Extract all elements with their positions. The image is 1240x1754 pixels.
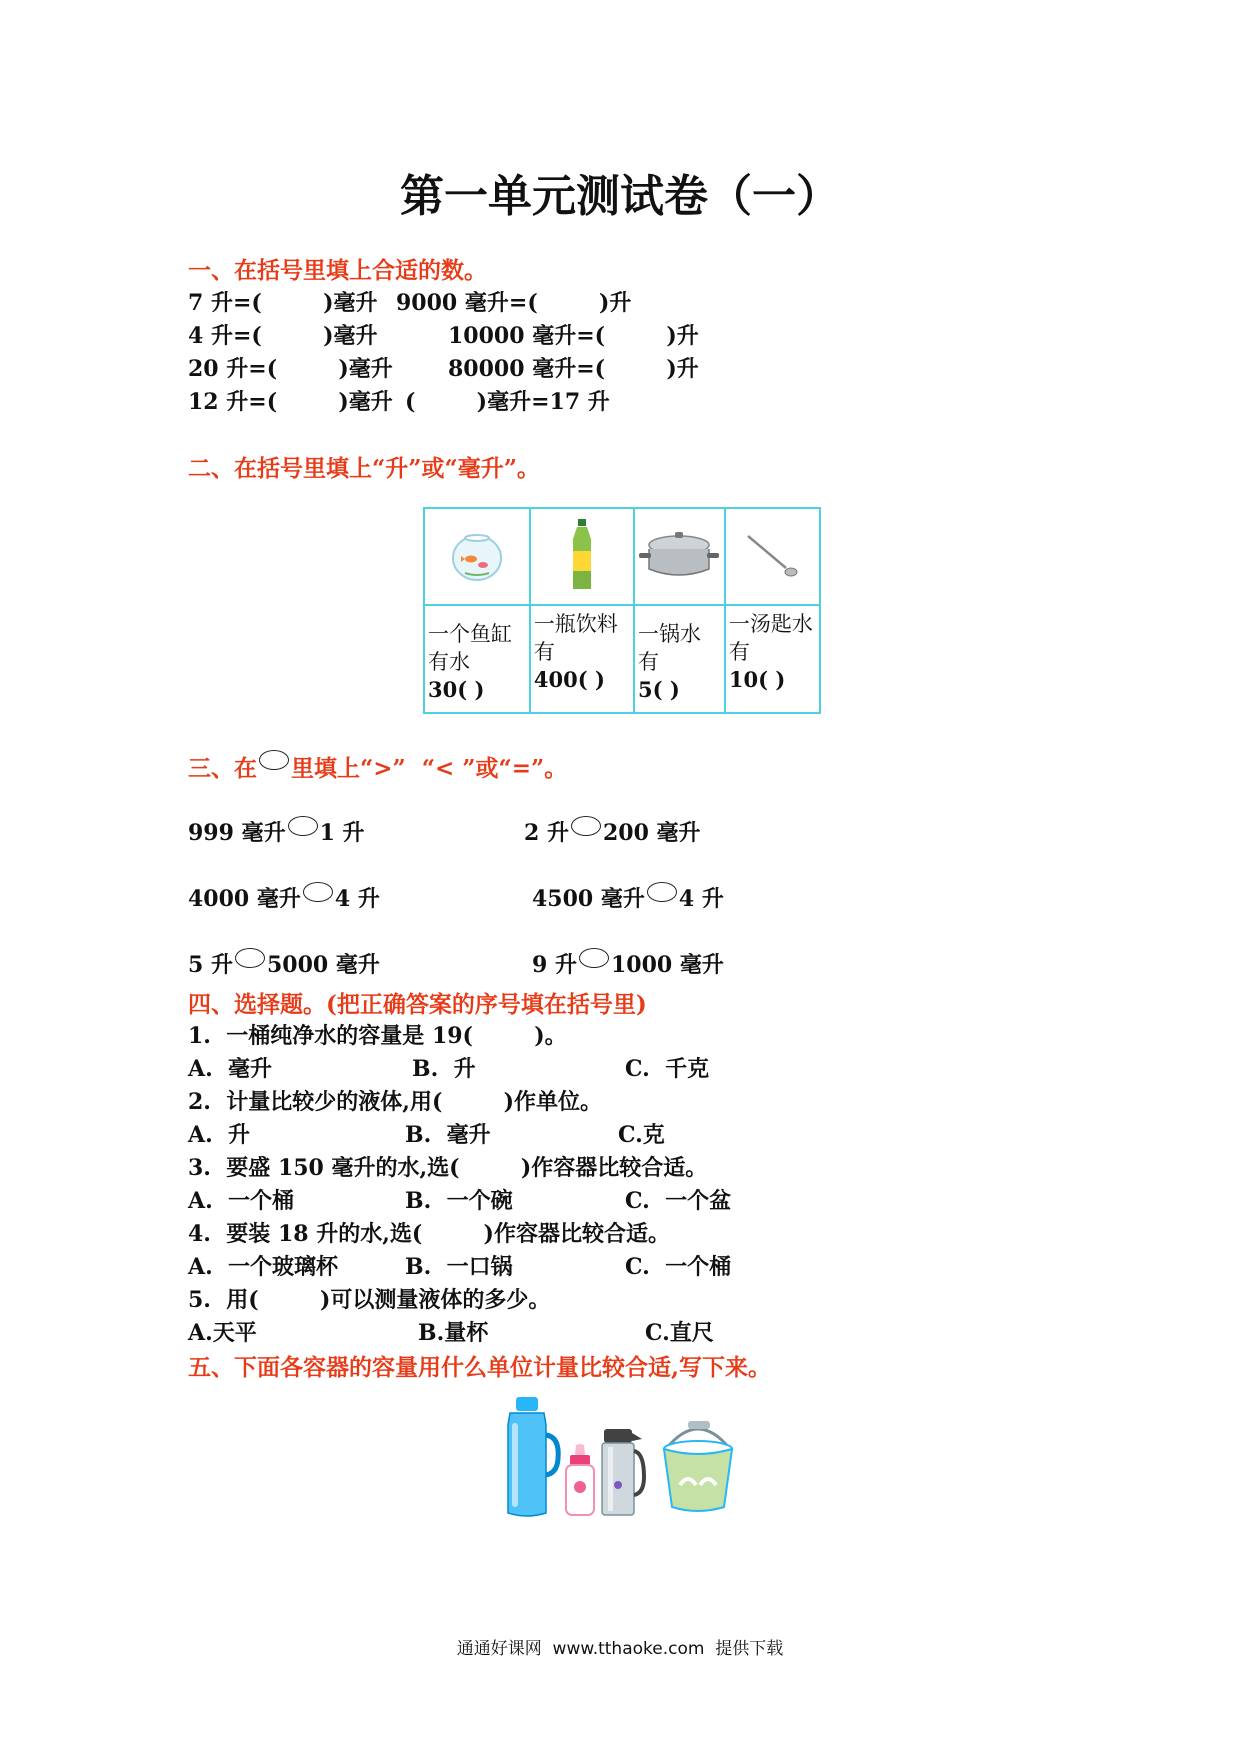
compare-oval[interactable] [303, 882, 333, 902]
pot-value: 5( ) [637, 677, 680, 702]
drink-text: 一瓶饮料有 [533, 612, 618, 664]
drink-value: 400( ) [533, 667, 605, 692]
section-3-heading [188, 750, 567, 783]
fish-bowl-value: 30( ) [428, 677, 485, 702]
s1-row1-right: 9000 毫升=( )升 [396, 290, 632, 316]
fish-bowl-text: 一个鱼缸有水 [428, 622, 512, 674]
fish-bowl-cell [424, 605, 530, 713]
compare-item: 9 升 1000 毫升 [532, 948, 724, 979]
pot-icon [634, 508, 725, 605]
question-1: 1. 一桶纯净水的容量是 19( )。 [188, 1023, 567, 1049]
s3-heading-b: 里填上“>” “< ”或“=”。 [291, 755, 568, 782]
question-4: 4. 要装 18 升的水,选( )作容器比较合适。 [188, 1221, 670, 1247]
q4-option-c: C. 一个桶 [625, 1254, 732, 1280]
compare-item: 4000 毫升 4 升 [188, 882, 380, 913]
section-2-heading: 二、在括号里填上“升”或“毫升”。 [188, 455, 540, 482]
q2-option-a: A. 升 [188, 1122, 251, 1148]
compare-oval[interactable] [288, 816, 318, 836]
q3-option-a: A. 一个桶 [188, 1188, 295, 1214]
q1-option-a: A. 毫升 [188, 1056, 273, 1082]
units-table [423, 507, 821, 714]
q5-option-c: C.直尺 [645, 1320, 714, 1346]
s1-row1-left: 7 升=( )毫升 [188, 290, 378, 316]
spoon-cell [725, 605, 820, 713]
compare-item: 4500 毫升 4 升 [532, 882, 724, 913]
spoon-value: 10( ) [728, 667, 786, 692]
footer-credit: 通通好课网 www.tthaoke.com 提供下载 [456, 1639, 784, 1659]
compare-oval[interactable] [579, 948, 609, 968]
section-1-heading: 一、在括号里填上合适的数。 [188, 257, 487, 284]
question-3: 3. 要盛 150 毫升的水,选( )作容器比较合适。 [188, 1155, 708, 1181]
question-2: 2. 计量比较少的液体,用( )作单位。 [188, 1089, 603, 1115]
s1-row4-right: ( )毫升=17 升 [405, 389, 610, 415]
oval-icon [259, 750, 289, 770]
compare-item: 5 升 5000 毫升 [188, 948, 380, 979]
q5-option-b: B.量杯 [418, 1320, 489, 1346]
spoon-text: 一汤匙水有 [728, 612, 813, 664]
compare-item: 2 升 200 毫升 [524, 816, 701, 847]
bucket-icon [648, 1396, 738, 1519]
section-4-heading: 四、选择题。(把正确答案的序号填在括号里) [188, 991, 647, 1018]
drink-bottle-icon [530, 508, 634, 605]
pot-cell [634, 605, 725, 713]
page-title: 第一单元测试卷（一） [400, 171, 840, 222]
s1-row3-right: 80000 毫升=( )升 [448, 356, 699, 382]
fish-bowl-icon [424, 508, 530, 605]
s1-row2-right: 10000 毫升=( )升 [448, 323, 699, 349]
q4-option-b: B. 一口锅 [405, 1254, 513, 1280]
question-5: 5. 用( )可以测量液体的多少。 [188, 1287, 551, 1313]
q2-option-b: B. 毫升 [405, 1122, 491, 1148]
q2-option-c: C.克 [618, 1122, 665, 1148]
pot-text: 一锅水有 [637, 622, 701, 674]
compare-item: 999 毫升 1 升 [188, 816, 365, 847]
s1-row2-left: 4 升=( )毫升 [188, 323, 378, 349]
compare-oval[interactable] [571, 816, 601, 836]
spoon-icon [725, 508, 820, 605]
compare-oval[interactable] [647, 882, 677, 902]
q4-option-a: A. 一个玻璃杯 [188, 1254, 339, 1280]
vacuum-flask-icon [586, 1408, 646, 1523]
q1-option-c: C. 千克 [625, 1056, 710, 1082]
q3-option-b: B. 一个碗 [405, 1188, 513, 1214]
section-5-heading: 五、下面各容器的容量用什么单位计量比较合适,写下来。 [188, 1354, 772, 1381]
s1-row4-left: 12 升=( )毫升 [188, 389, 393, 415]
q1-option-b: B. 升 [412, 1056, 476, 1082]
s3-heading-a: 三、在 [188, 755, 257, 782]
s1-row3-left: 20 升=( )毫升 [188, 356, 393, 382]
drink-cell [530, 605, 634, 713]
compare-oval[interactable] [235, 948, 265, 968]
q3-option-c: C. 一个盆 [625, 1188, 732, 1214]
q5-option-a: A.天平 [188, 1320, 257, 1346]
